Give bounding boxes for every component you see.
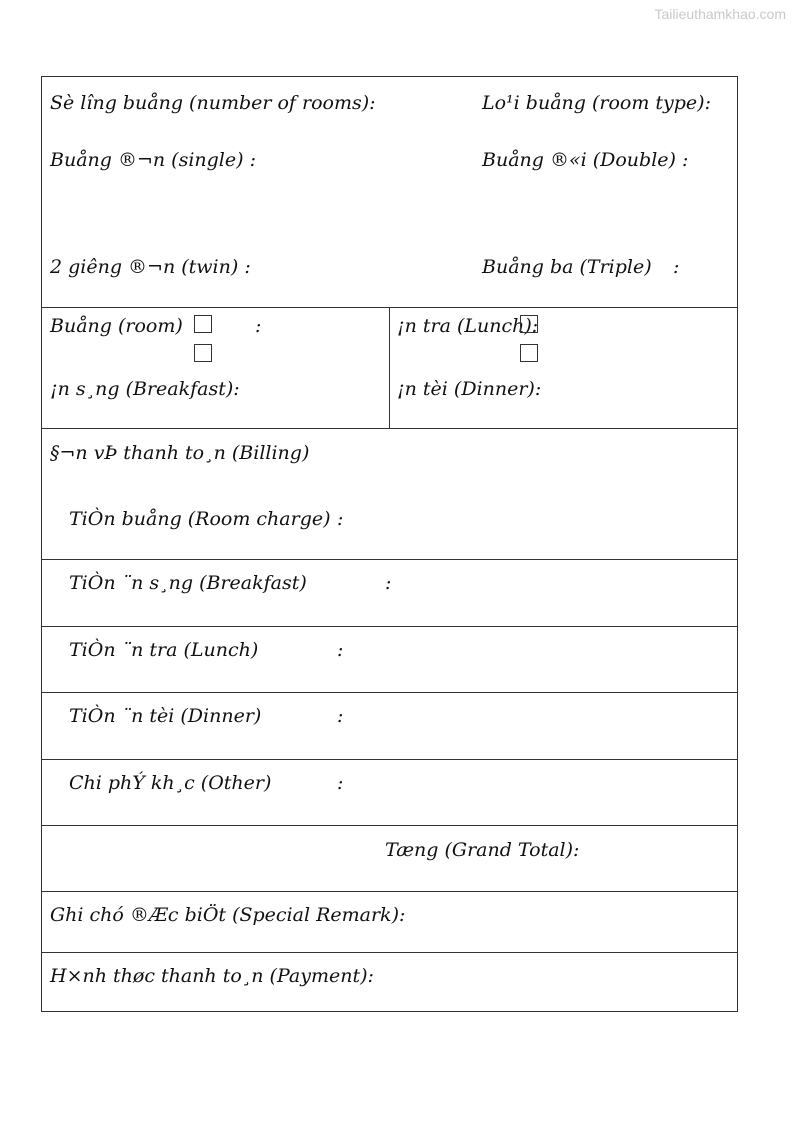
breakfast-charge-label: TiÒn ¨n s¸ng (Breakfast) — [69, 572, 307, 594]
breakfast-checkbox[interactable] — [194, 344, 212, 362]
booking-form — [41, 76, 738, 1012]
special-remark-row — [42, 891, 737, 952]
breakfast-service-label: ¡n s¸ng (Breakfast): — [50, 378, 240, 400]
triple-room-colon: : — [673, 256, 680, 278]
room-charge-label: TiÒn buång (Room charge) — [69, 508, 331, 530]
other-charge-label: Chi phÝ kh¸c (Other) — [69, 772, 272, 794]
triple-room-label: Buång ba (Triple) — [482, 256, 652, 278]
lunch-service-label: ¡n tra (Lunch): — [397, 315, 539, 337]
lunch-charge-colon: : — [337, 639, 344, 661]
number-of-rooms-label: Sè lîng buång (number of rooms): — [50, 92, 376, 114]
rooms-section — [42, 77, 737, 307]
grand-total-label: Tæng (Grand Total): — [385, 839, 580, 861]
dinner-service-label: ¡n tèi (Dinner): — [397, 378, 542, 400]
room-charge-colon: : — [337, 508, 344, 530]
dinner-charge-colon: : — [337, 705, 344, 727]
dinner-charge-label: TiÒn ¨n tèi (Dinner) — [69, 705, 262, 727]
double-room-label: Buång ®«i (Double) : — [482, 149, 689, 171]
billing-section — [42, 428, 737, 559]
services-divider — [389, 307, 390, 428]
lunch-charge-label: TiÒn ¨n tra (Lunch) — [69, 639, 259, 661]
lunch-checkbox[interactable] — [520, 315, 538, 333]
breakfast-charge-colon: : — [385, 572, 392, 594]
dinner-charge-row — [42, 692, 737, 759]
payment-row — [42, 952, 737, 1011]
room-service-colon: : — [255, 315, 262, 337]
other-charge-colon: : — [337, 772, 344, 794]
single-room-label: Buång ®¬n (single) : — [50, 149, 256, 171]
grand-total-row — [42, 825, 737, 891]
twin-room-label: 2 giêng ®¬n (twin) : — [50, 256, 251, 278]
room-service-label: Buång (room) — [50, 315, 183, 337]
room-checkbox[interactable] — [194, 315, 212, 333]
payment-method-label: H×nh thøc thanh to¸n (Payment): — [50, 965, 374, 987]
special-remark-label: Ghi chó ®Æc biÖt (Special Remark): — [50, 904, 406, 926]
watermark: Tailieuthamkhao.com — [654, 6, 786, 22]
other-charge-row — [42, 759, 737, 825]
breakfast-charge-row — [42, 559, 737, 626]
lunch-charge-row — [42, 626, 737, 692]
dinner-checkbox[interactable] — [520, 344, 538, 362]
room-type-label: Lo¹i buång (room type): — [482, 92, 711, 114]
billing-title: §¬n vÞ thanh to¸n (Billing) — [50, 442, 310, 464]
